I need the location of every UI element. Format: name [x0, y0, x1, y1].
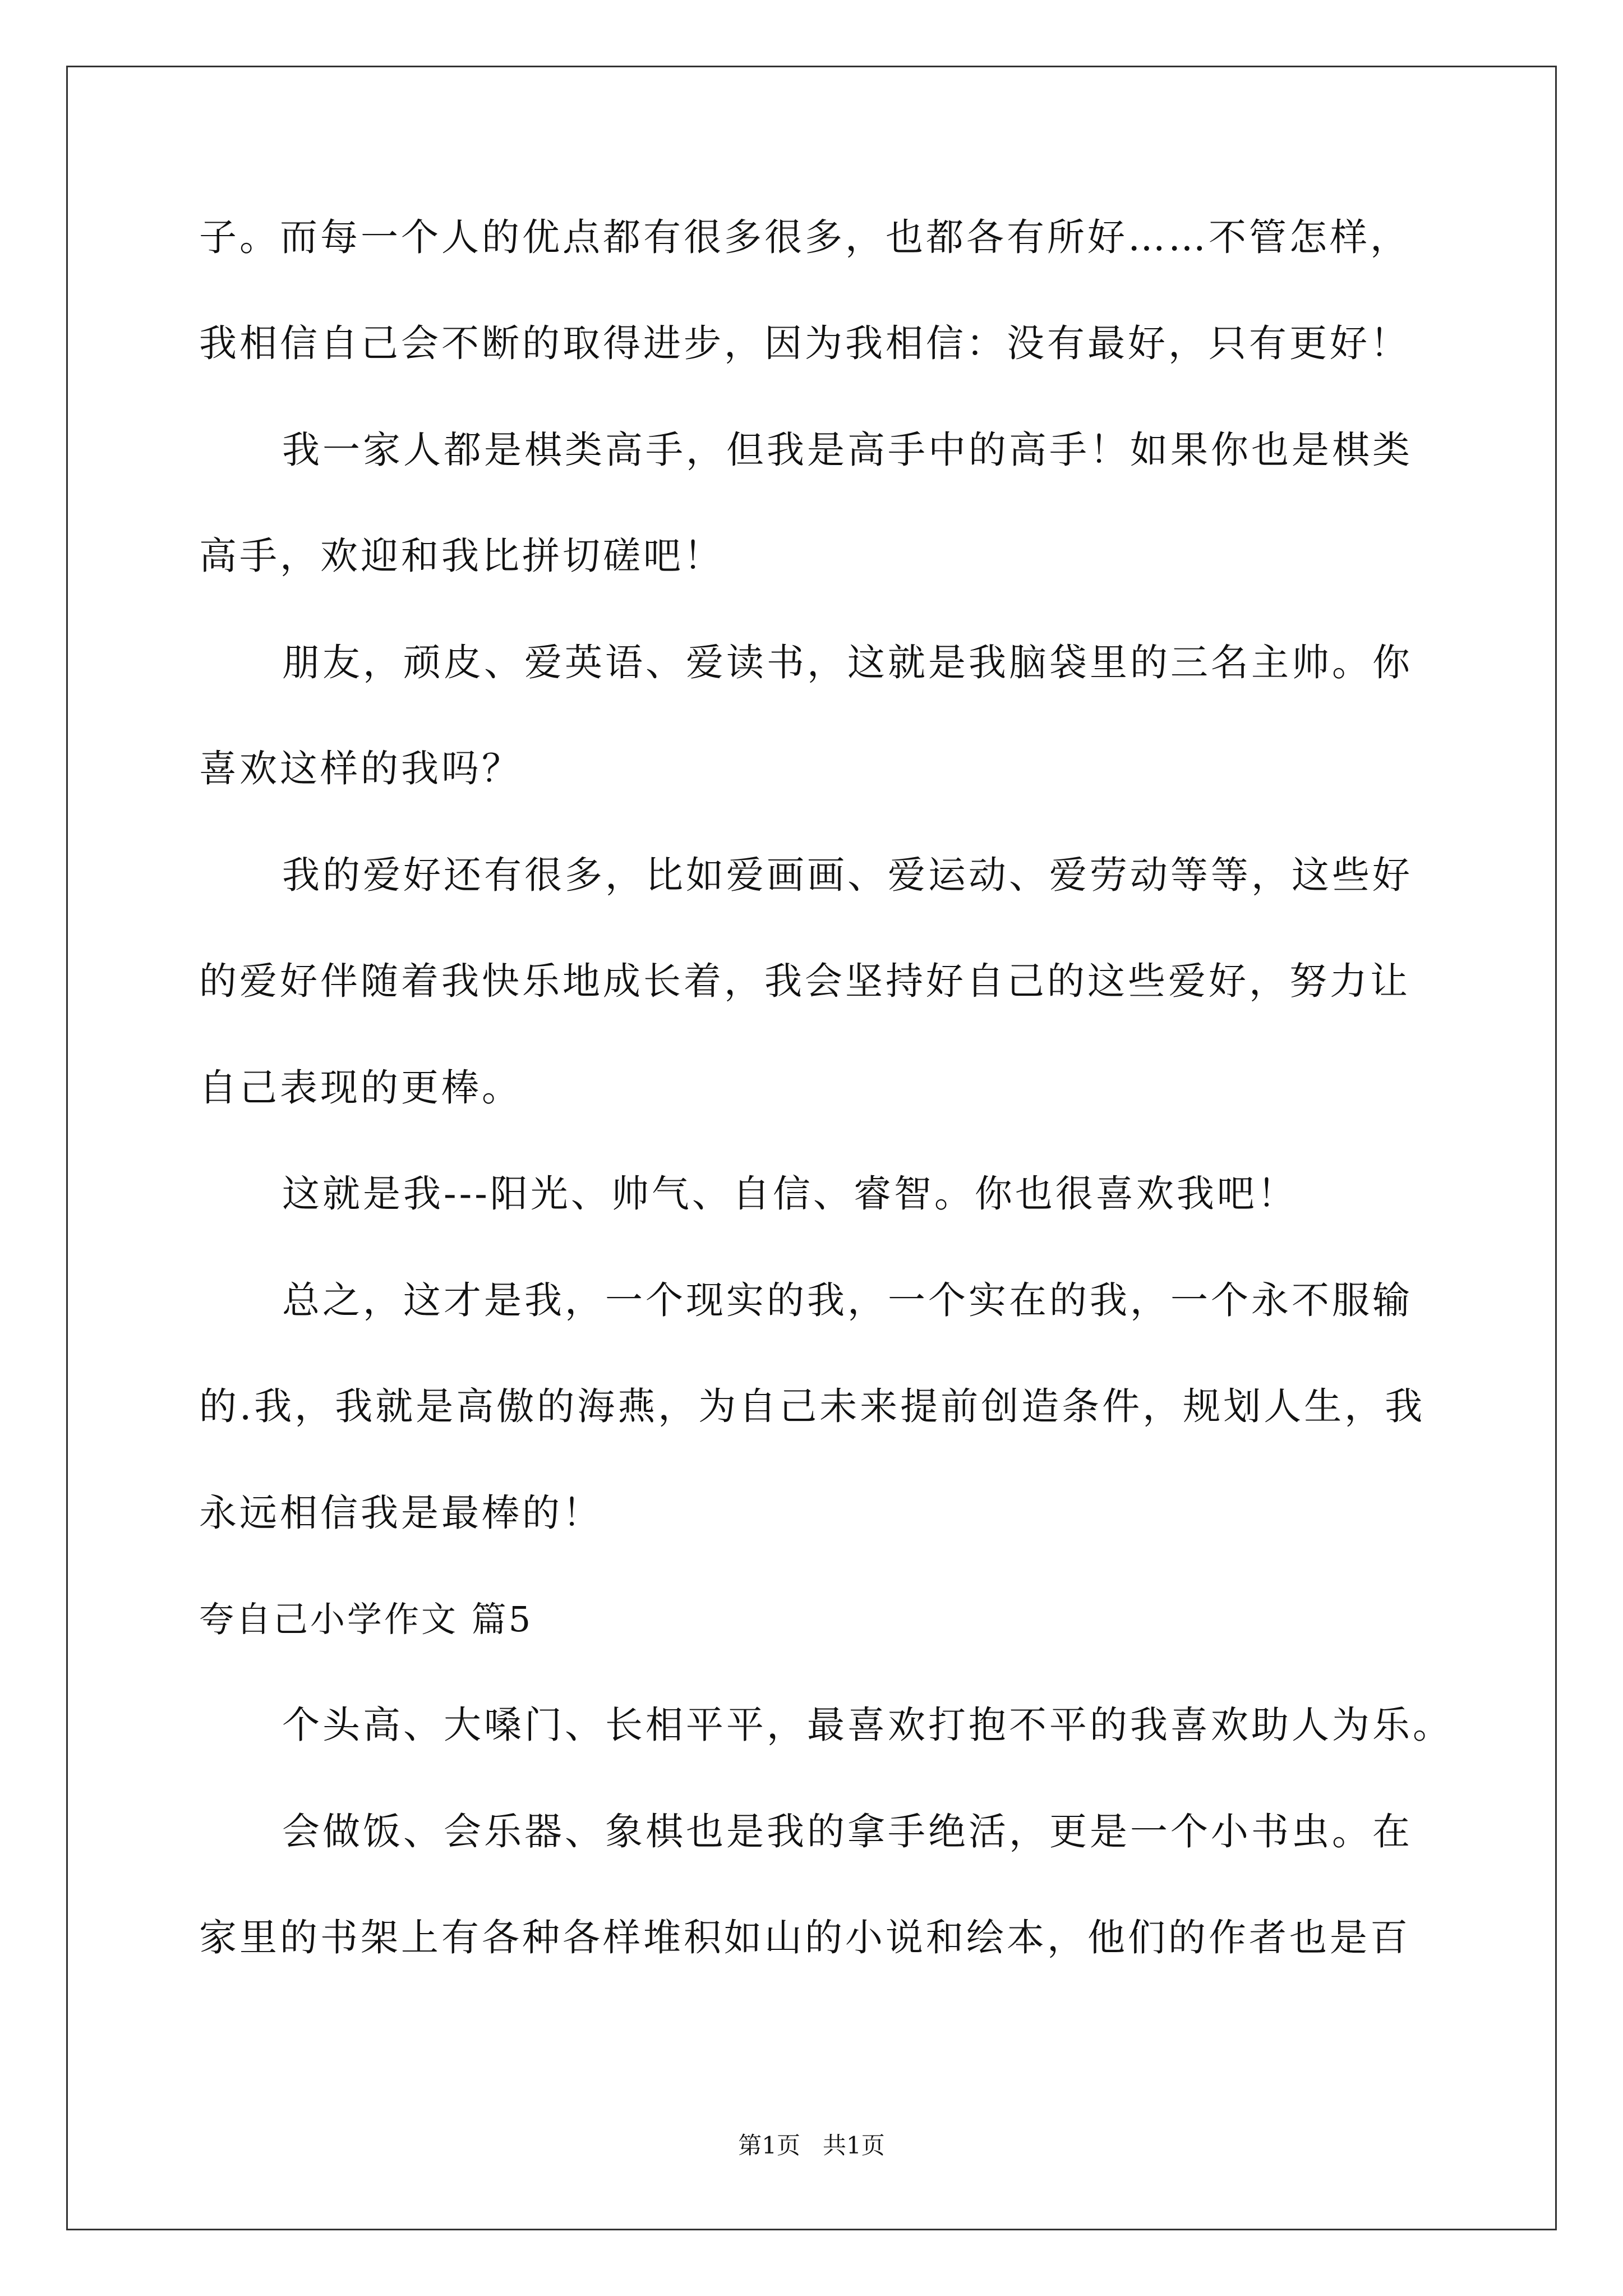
paragraph-start-line: 朋友，顽皮、爱英语、爱读书，这就是我脑袋里的三名主帅。你 [282, 641, 1413, 684]
text-line: 的爱好伴随着我快乐地成长着，我会坚持好自己的这些爱好，努力让 [199, 959, 1410, 1003]
section-heading: 夸自己小学作文 篇5 [199, 1599, 533, 1640]
paragraph-start-line: 会做饭、会乐器、象棋也是我的拿手绝活，更是一个小书虫。在 [282, 1810, 1413, 1853]
text-line: 永远相信我是最棒的！ [199, 1491, 603, 1535]
page-footer [0, 2134, 1623, 2157]
paragraph-start-line: 我一家人都是棋类高手，但我是高手中的高手！如果你也是棋类 [282, 428, 1413, 472]
text-line: 我相信自己会不断的取得进步，因为我相信：没有最好，只有更好！ [199, 321, 1410, 365]
page-border [66, 66, 1557, 2230]
page-number: 第1页 [738, 2132, 800, 2159]
paragraph-start-line: 这就是我---阳光、帅气、自信、睿智。你也很喜欢我吧！ [282, 1172, 1298, 1216]
text-line: 高手，欢迎和我比拼切磋吧！ [199, 534, 724, 578]
page-total: 共1页 [823, 2132, 885, 2159]
text-line: 的.我，我就是高傲的海燕，为自己未来提前创造条件，规划人生，我 [199, 1384, 1426, 1428]
text-line: 子。而每一个人的优点都有很多很多，也都各有所好……不管怎样， [199, 215, 1410, 259]
text-line: 家里的书架上有各种各样堆积如山的小说和绘本，他们的作者也是百 [199, 1916, 1410, 1959]
paragraph-start-line: 总之，这才是我，一个现实的我，一个实在的我，一个永不服输 [282, 1278, 1413, 1322]
text-line: 喜欢这样的我吗？ [199, 747, 522, 790]
text-line: 自己表现的更棒。 [199, 1066, 522, 1110]
paragraph-start-line: 我的爱好还有很多，比如爱画画、爱运动、爱劳动等等，这些好 [282, 853, 1413, 897]
paragraph-start-line: 个头高、大嗓门、长相平平，最喜欢打抱不平的我喜欢助人为乐。 [282, 1703, 1453, 1747]
